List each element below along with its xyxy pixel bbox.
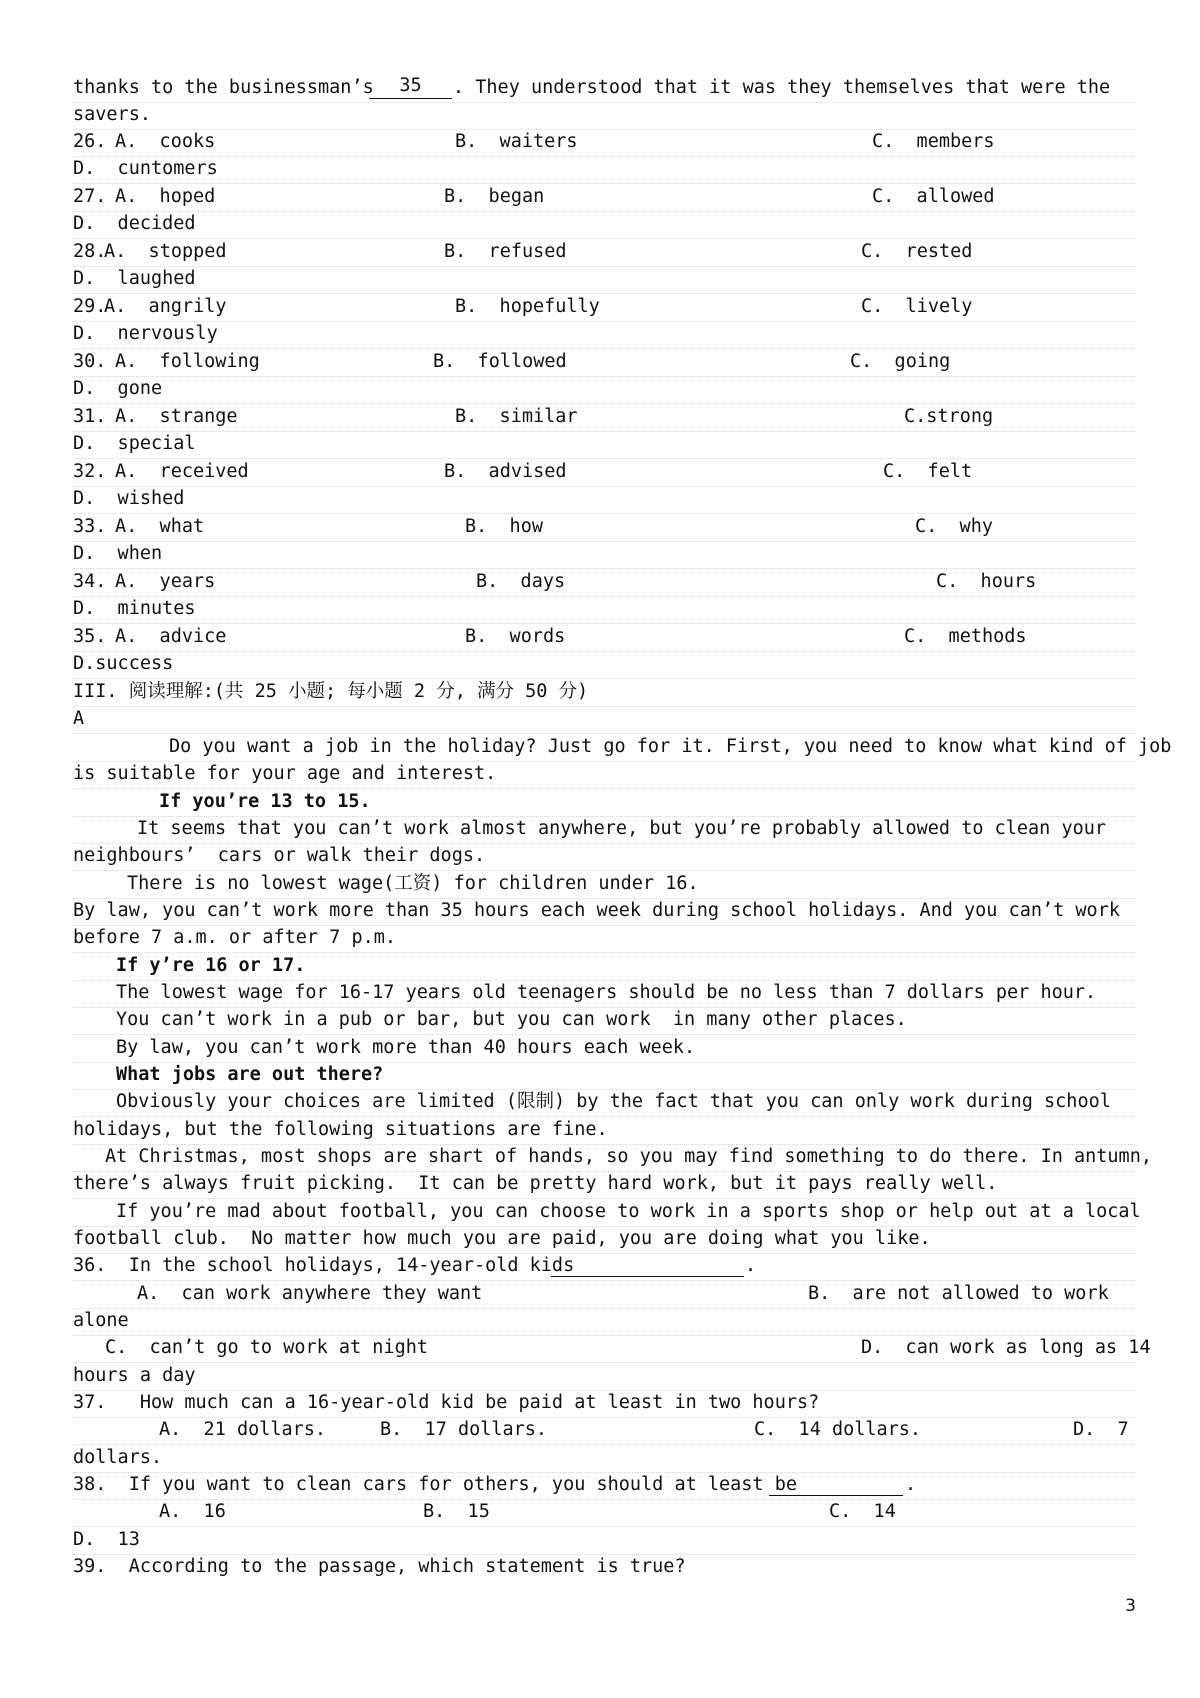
question-stem: 38. If you want to clean cars for others, you should at least be [73, 1474, 797, 1495]
passage-text: The lowest wage for 16-17 years old teenagers should be no less than 7 dollars per hour. [116, 982, 1097, 1003]
option-a: A. received [115, 461, 249, 482]
page-number: 3 [1125, 1596, 1136, 1616]
passage-line [73, 1006, 1135, 1035]
passage-line [73, 1225, 1135, 1254]
passage-text: At Christmas, most shops are shart of hands, so you may find something to do there. In antumn, [105, 1146, 1152, 1167]
question-number: 29. [73, 296, 107, 317]
option-b-continued: alone [73, 1310, 129, 1331]
passage-letter: A [73, 708, 85, 729]
passage-line [73, 1198, 1141, 1227]
option-c: C. methods [904, 626, 1027, 647]
intro-line-2 [73, 101, 1135, 130]
passage-label [73, 705, 1135, 734]
passage-line [73, 897, 1135, 926]
option-a: A. strange [115, 406, 238, 427]
question-stem: 37. How much can a 16-year-old kid be paid at least in two hours? [73, 1392, 820, 1413]
passage-text: Do you want a job in the holiday? Just go for it. First, you need to know what kind of job [169, 736, 1172, 757]
option-b: B. how [465, 516, 543, 537]
passage-text: neighbours’ cars or walk their dogs. [73, 845, 486, 866]
option-c: C. can’t go to work at night [105, 1337, 429, 1358]
option-b: B. followed [433, 351, 567, 372]
question-35-row-d [73, 650, 1135, 679]
answer-blank [769, 1473, 903, 1496]
passage-line [73, 760, 1135, 789]
option-a: A. cooks [115, 131, 216, 152]
option-b: B. days [476, 571, 566, 592]
option-d: D. gone [73, 378, 163, 399]
question-37-stem [73, 1389, 1135, 1418]
intro-line-1 [73, 74, 1135, 103]
option-b: B. advised [444, 461, 567, 482]
passage-text: before 7 a.m. or after 7 p.m. [73, 927, 397, 948]
option-d: D. decided [73, 213, 196, 234]
option-d: D. cuntomers [73, 158, 218, 179]
passage-line [73, 1088, 1135, 1117]
option-d: D. laughed [73, 268, 196, 289]
passage-text: By law, you can’t work more than 35 hours each week during school holidays. And you can’t work [73, 900, 1120, 921]
subheading-13-15: If you’re 13 to 15. [159, 791, 371, 812]
intro-text-savers: savers. [73, 104, 151, 125]
option-d: D. nervously [73, 323, 218, 344]
question-37-options-d-cont [73, 1444, 1135, 1473]
passage-text: It seems that you can’t work almost anywhere, but you’re probably allowed to clean your [137, 818, 1107, 839]
question-34-row-d [73, 595, 1135, 624]
option-b: B. refused [444, 241, 567, 262]
option-b: B. words [465, 626, 566, 647]
option-c: C. hours [936, 571, 1037, 592]
passage-subheading [73, 1061, 1135, 1090]
question-28-row [73, 238, 1135, 267]
question-stem: 39. According to the passage, which statement is true? [73, 1556, 686, 1577]
option-c: C. 14 [829, 1501, 896, 1522]
question-stem-end: . [745, 1255, 757, 1276]
passage-subheading [73, 952, 1135, 981]
passage-line [73, 870, 1135, 899]
option-a: A. advice [115, 626, 227, 647]
question-35-row [73, 623, 1135, 652]
passage-line [73, 1034, 1135, 1063]
passage-line [73, 979, 1135, 1008]
option-c: C. felt [883, 461, 973, 482]
question-number: 30. [73, 351, 107, 372]
question-30-row-d [73, 375, 1135, 404]
passage-line [73, 1116, 1135, 1145]
question-29-row-d [73, 320, 1135, 349]
question-29-row [73, 293, 1135, 322]
option-d: D. 13 [73, 1529, 140, 1550]
intro-text-post: . They understood that it was they themselves that were the [453, 77, 1111, 98]
question-27-row-d [73, 210, 1135, 239]
option-d: D. special [73, 433, 196, 454]
question-33-row-d [73, 540, 1135, 569]
option-b: B. waiters [455, 131, 578, 152]
option-a: A. following [115, 351, 260, 372]
question-34-row [73, 568, 1135, 597]
subheading-16-17: If y’re 16 or 17. [116, 955, 306, 976]
option-d: D.success [73, 653, 174, 674]
question-36-options-b-cont [73, 1307, 1135, 1336]
question-stem-end: . [905, 1474, 917, 1495]
question-31-row [73, 403, 1135, 432]
passage-text: is suitable for your age and interest. [73, 763, 497, 784]
answer-blank [551, 1254, 744, 1277]
option-a: A. can work anywhere they want [137, 1283, 483, 1304]
option-c: C. members [872, 131, 995, 152]
option-d-continued: hours a day [73, 1365, 196, 1386]
question-31-row-d [73, 430, 1135, 459]
passage-line [73, 1143, 1152, 1172]
question-number: 31. [73, 406, 107, 427]
passage-subheading [73, 788, 1135, 817]
option-c: C.strong [904, 406, 994, 427]
question-number: 27. [73, 186, 107, 207]
passage-line [73, 815, 1135, 844]
question-37-options [73, 1416, 1135, 1445]
question-32-row-d [73, 485, 1135, 514]
question-32-row [73, 458, 1135, 487]
passage-text: holidays, but the following situations are fine. [73, 1119, 608, 1140]
subheading-jobs: What jobs are out there? [116, 1064, 384, 1085]
option-a: A. 16 [159, 1501, 226, 1522]
passage-text: Obviously your choices are limited (限制) by the fact that you can only work during school [116, 1091, 1111, 1112]
question-28-row-d [73, 265, 1135, 294]
option-a: A. what [115, 516, 205, 537]
question-36-stem [73, 1252, 1135, 1281]
option-c: C. rested [861, 241, 973, 262]
option-a: A. years [115, 571, 216, 592]
question-30-row [73, 348, 1135, 377]
option-c: C. lively [861, 296, 973, 317]
section-title: III. 阅读理解:(共 25 小题; 每小题 2 分, 满分 50 分) [73, 681, 589, 702]
blank-35-number: 35 [399, 75, 422, 96]
option-b: B. began [444, 186, 545, 207]
option-c: C. 14 dollars. [754, 1419, 922, 1440]
option-a: A. angrily [104, 296, 227, 317]
question-stem: 36. In the school holidays, 14-year-old kids [73, 1255, 575, 1276]
question-38-stem [73, 1471, 1135, 1500]
passage-line [73, 924, 1135, 953]
option-d: D. minutes [73, 598, 196, 619]
answer-blank-35 [369, 74, 452, 99]
passage-text: If you’re mad about football, you can choose to work in a sports shop or help out at a local [116, 1201, 1141, 1222]
option-b: B. 15 [423, 1501, 490, 1522]
question-36-options-ab [73, 1280, 1135, 1309]
option-a: A. 21 dollars. [159, 1419, 327, 1440]
question-36-options-d-cont [73, 1362, 1135, 1391]
passage-text: there’s always fruit picking. It can be pretty hard work, but it pays really well. [73, 1173, 998, 1194]
option-a: A. stopped [104, 241, 227, 262]
passage-text: football club. No matter how much you are paid, you are doing what you like. [73, 1228, 931, 1249]
option-a: A. hoped [115, 186, 216, 207]
intro-text-pre: thanks to the businessman’s [73, 77, 374, 98]
option-d: D. when [73, 543, 163, 564]
option-b: B. 17 dollars. [380, 1419, 548, 1440]
option-d: D. 7 [1073, 1419, 1129, 1440]
option-b: B. similar [455, 406, 578, 427]
passage-line [73, 842, 1135, 871]
passage-line [73, 733, 1172, 762]
option-b: B. are not allowed to work [808, 1283, 1109, 1304]
option-d: D. can work as long as 14 [861, 1337, 1151, 1358]
question-38-options [73, 1498, 1135, 1527]
question-27-row [73, 183, 1135, 212]
question-33-row [73, 513, 1135, 542]
option-c: C. allowed [872, 186, 995, 207]
option-d: D. wished [73, 488, 185, 509]
question-number: 26. [73, 131, 107, 152]
option-c: C. going [850, 351, 951, 372]
passage-text: There is no lowest wage(工资) for children under 16. [127, 873, 699, 894]
question-number: 33. [73, 516, 107, 537]
option-c: C. why [915, 516, 993, 537]
question-39-stem [73, 1553, 1135, 1581]
passage-text: By law, you can’t work more than 40 hours each week. [116, 1037, 696, 1058]
question-26-row-d [73, 155, 1135, 184]
question-36-options-cd [73, 1334, 1151, 1363]
passage-line [73, 1170, 1135, 1199]
question-number: 32. [73, 461, 107, 482]
question-number: 34. [73, 571, 107, 592]
option-b: B. hopefully [455, 296, 600, 317]
question-number: 35. [73, 626, 107, 647]
question-number: 28. [73, 241, 107, 262]
section-heading [73, 678, 1135, 707]
option-d-continued: dollars. [73, 1447, 163, 1468]
question-38-options-d [73, 1526, 1135, 1555]
question-26-row [73, 128, 1135, 157]
passage-text: You can’t work in a pub or bar, but you can work in many other places. [116, 1009, 907, 1030]
